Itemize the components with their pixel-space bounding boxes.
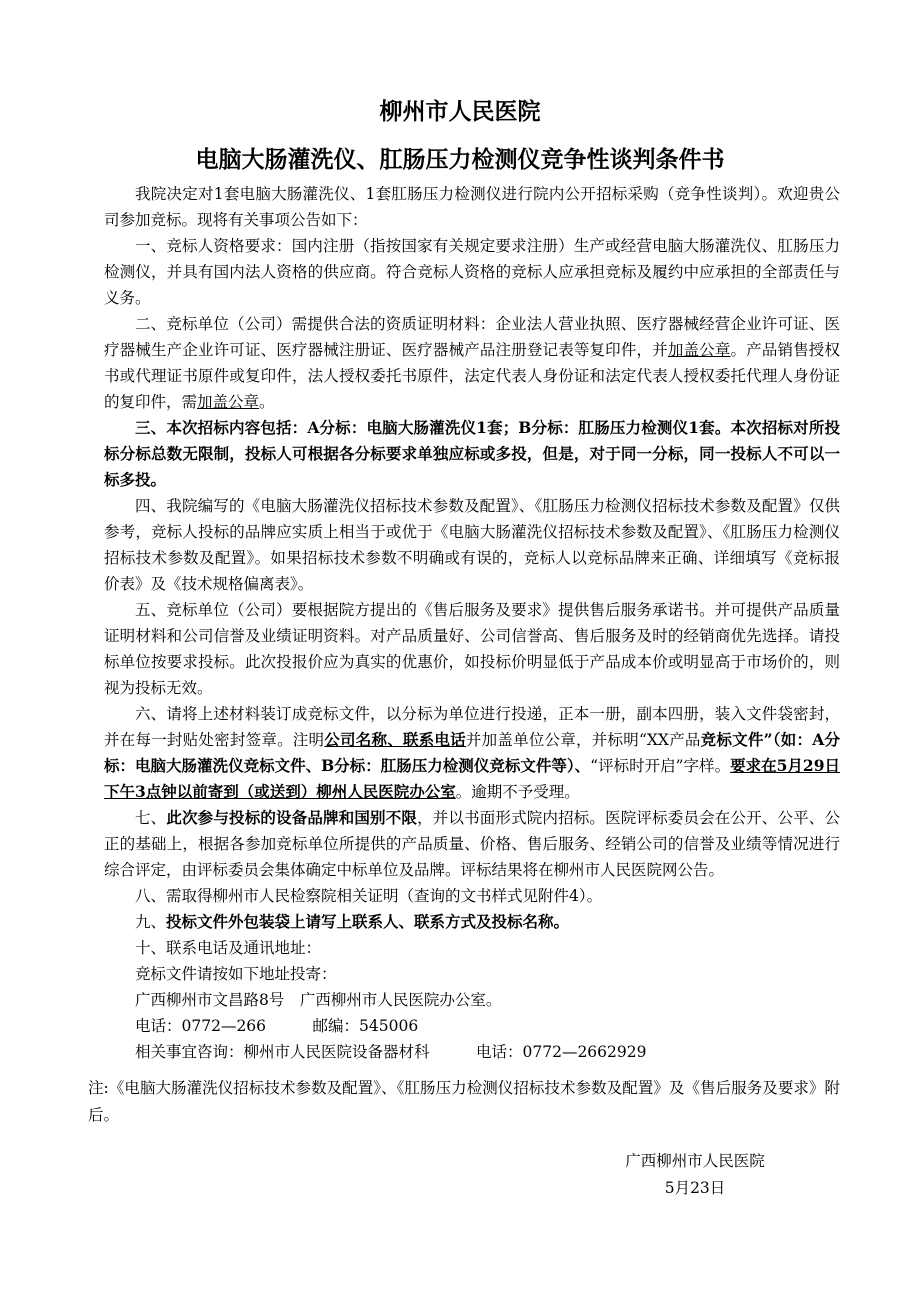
intro-paragraph: 我院决定对1套电脑大肠灌洗仪、1套肛肠压力检测仪进行院内公开招标采购（竞争性谈判）。欢迎贵公司参加竞标。现将有关事项公告如下： <box>104 185 840 229</box>
deadline-requirement: 要求在5月29日下午3点钟以前寄到（或送到）柳州人民医院办公室 <box>104 756 840 801</box>
section-1-qualification: 一、竞标人资格要求：国内注册（指按国家有关规定要求注册）生产或经营电脑大肠灌洗仪、肛肠压力检测仪，并具有国内法人资格的供应商。符合竞标人资格的竞标人应承担竞标及履约中应承担的全部责任与义务。 <box>104 237 840 307</box>
signature-org: 广西柳州市人民医院 <box>625 1152 765 1170</box>
section-3-tender-content: 三、本次招标内容包括：A分标：电脑大肠灌洗仪1套；B分标：肛肠压力检测仪1套。本次招标对所投标分标总数无限制，投标人可根据各分标要求单独应标或多投，但是，对于同一分标，同一投标人不可以一标多投。 <box>104 418 840 489</box>
company-name-phone: 公司名称、联系电话 <box>324 730 466 749</box>
signature-date: 5月23日 <box>664 1179 726 1197</box>
contact-address: 广西柳州市文昌路8号 广西柳州市人民医院办公室。 <box>135 991 502 1009</box>
seal-requirement: 加盖公章 <box>667 341 731 359</box>
contact-line: 竞标文件请按如下地址投寄： <box>135 965 337 983</box>
section-6-bid-documents: 六、请将上述材料装订成竞标文件，以分标为单位进行投递，正本一册，副本四册，装入文件袋密封，并在每一封贴处密封签章。注明公司名称、联系电话并加盖单位公章，并标明“XX产品竞标文件”（如：A分标：电脑大肠灌洗仪竞标文件、B分标：肛肠压力检测仪竞标文件等）、“评标时开启”字样。要求在5月29日下午3点钟以前寄到（或送到）柳州人民医院办公室。逾期不予受理。 <box>104 705 840 801</box>
section-5-after-sales: 五、竞标单位（公司）要根据院方提出的《售后服务及要求》提供售后服务承诺书。并可提供产品质量证明材料和公司信誉及业绩证明资料。对产品质量好、公司信誉高、售后服务及时的经销商优先选择。请投标单位按要求投标。此次投报价应为真实的优惠价，如投标价明显低于产品成本价或明显高于市场价的，则视为投标无效。 <box>104 601 840 697</box>
document-subtitle: 电脑大肠灌洗仪、肛肠压力检测仪竞争性谈判条件书 <box>195 146 725 173</box>
attachment-note: 注:《电脑大肠灌洗仪招标技术参数及配置》、《肛肠压力检测仪招标技术参数及配置》及《售后服务及要求》附后。 <box>88 1079 840 1124</box>
signature-block <box>580 1148 810 1202</box>
section-10-contact: 十、联系电话及通讯地址： <box>135 939 322 957</box>
document-body <box>104 181 840 1065</box>
contact-phone-postcode: 电话：0772—266 邮编：545006 <box>135 1017 419 1035</box>
seal-requirement: 加盖公章 <box>197 393 260 411</box>
document-title: 柳州市人民医院 <box>379 98 541 125</box>
contact-inquiry: 相关事宜咨询：柳州市人民医院设备器材科 电话：0772—2662929 <box>135 1043 647 1061</box>
section-2-qualification-materials: 二、竞标单位（公司）需提供合法的资质证明材料：企业法人营业执照、医疗器械经营企业许可证、医疗器械生产企业许可证、医疗器械注册证、医疗器械产品注册登记表等复印件，并加盖公章。产品销售授权书或代理证书原件或复印件，法人授权委托书原件，法定代表人身份证和法定代表人授权委托代理人身份证的复印件，需加盖公章。 <box>104 315 840 411</box>
section-8-certificate: 八、需取得柳州市人民检察院相关证明（查询的文书样式见附件4）。 <box>135 887 603 905</box>
section-7-evaluation: 七、此次参与投标的设备品牌和国别不限，并以书面形式院内招标。医院评标委员会在公开、公平、公正的基础上，根据各参加竞标单位所提供的产品质量、价格、售后服务、经销公司的信誉及业绩等情况进行综合评定，由评标委员会集体确定中标单位及品牌。评标结果将在柳州市人民医院网公告。 <box>104 808 840 879</box>
section-9-packaging: 九、投标文件外包装袋上请写上联系人、联系方式及投标名称。 <box>135 912 570 931</box>
section-4-technical-parameters: 四、我院编写的《电脑大肠灌洗仪招标技术参数及配置》、《肛肠压力检测仪招标技术参数及配置》仅供参考，竞标人投标的品牌应实质上相当于或优于《电脑大肠灌洗仪招标技术参数及配置》、《肛肠压力检测仪招标技术参数及配置》。如果招标技术参数不明确或有误的，竞标人以竞标品牌来正确、详细填写《竞标报价表》及《技术规格偏离表》。 <box>104 497 840 593</box>
